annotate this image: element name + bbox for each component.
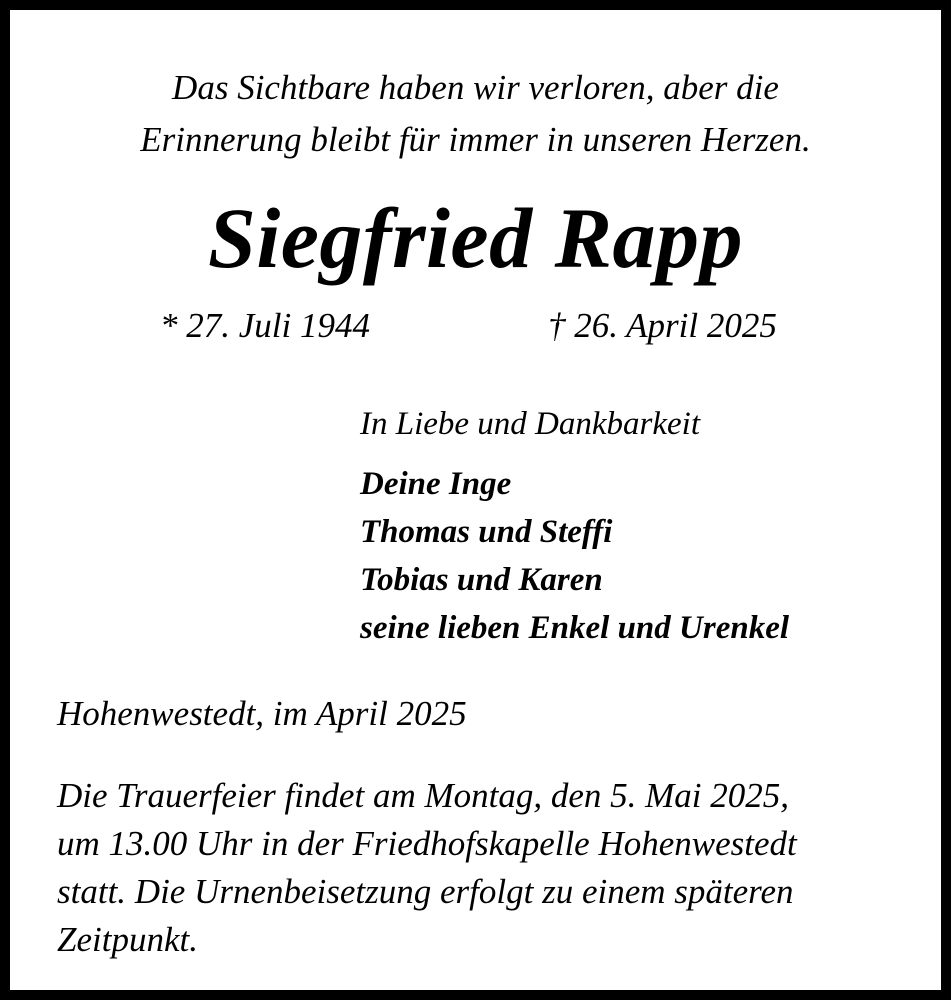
deceased-name: Siegfried Rapp [208,190,743,286]
mourner-name: seine lieben Enkel und Urenkel [360,610,790,646]
place-and-date: Hohenwestedt, im April 2025 [57,694,467,733]
quote-line: Das Sichtbare haben wir verloren, aber die [172,68,779,107]
birth-date: * 27. Juli 1944 [160,306,370,345]
death-date: † 26. April 2025 [548,306,777,345]
mourner-name: Tobias und Karen [360,562,603,598]
mourners-intro: In Liebe und Dankbarkeit [360,406,701,442]
funeral-info-line: Zeitpunkt. [57,920,198,959]
funeral-info-line: statt. Die Urnenbeisetzung erfolgt zu einem späteren [57,872,794,911]
mourners-list [360,460,789,652]
mourner-name: Deine Inge [360,466,512,502]
funeral-info-line: um 13.00 Uhr in der Friedhofskapelle Hohenwestedt [57,824,797,863]
memorial-quote [10,62,941,166]
funeral-info [57,772,917,964]
funeral-info-line: Die Trauerfeier findet am Montag, den 5. Mai 2025, [57,776,790,815]
quote-line: Erinnerung bleibt für immer in unseren Herzen. [140,120,811,159]
mourner-name: Thomas und Steffi [360,514,613,550]
